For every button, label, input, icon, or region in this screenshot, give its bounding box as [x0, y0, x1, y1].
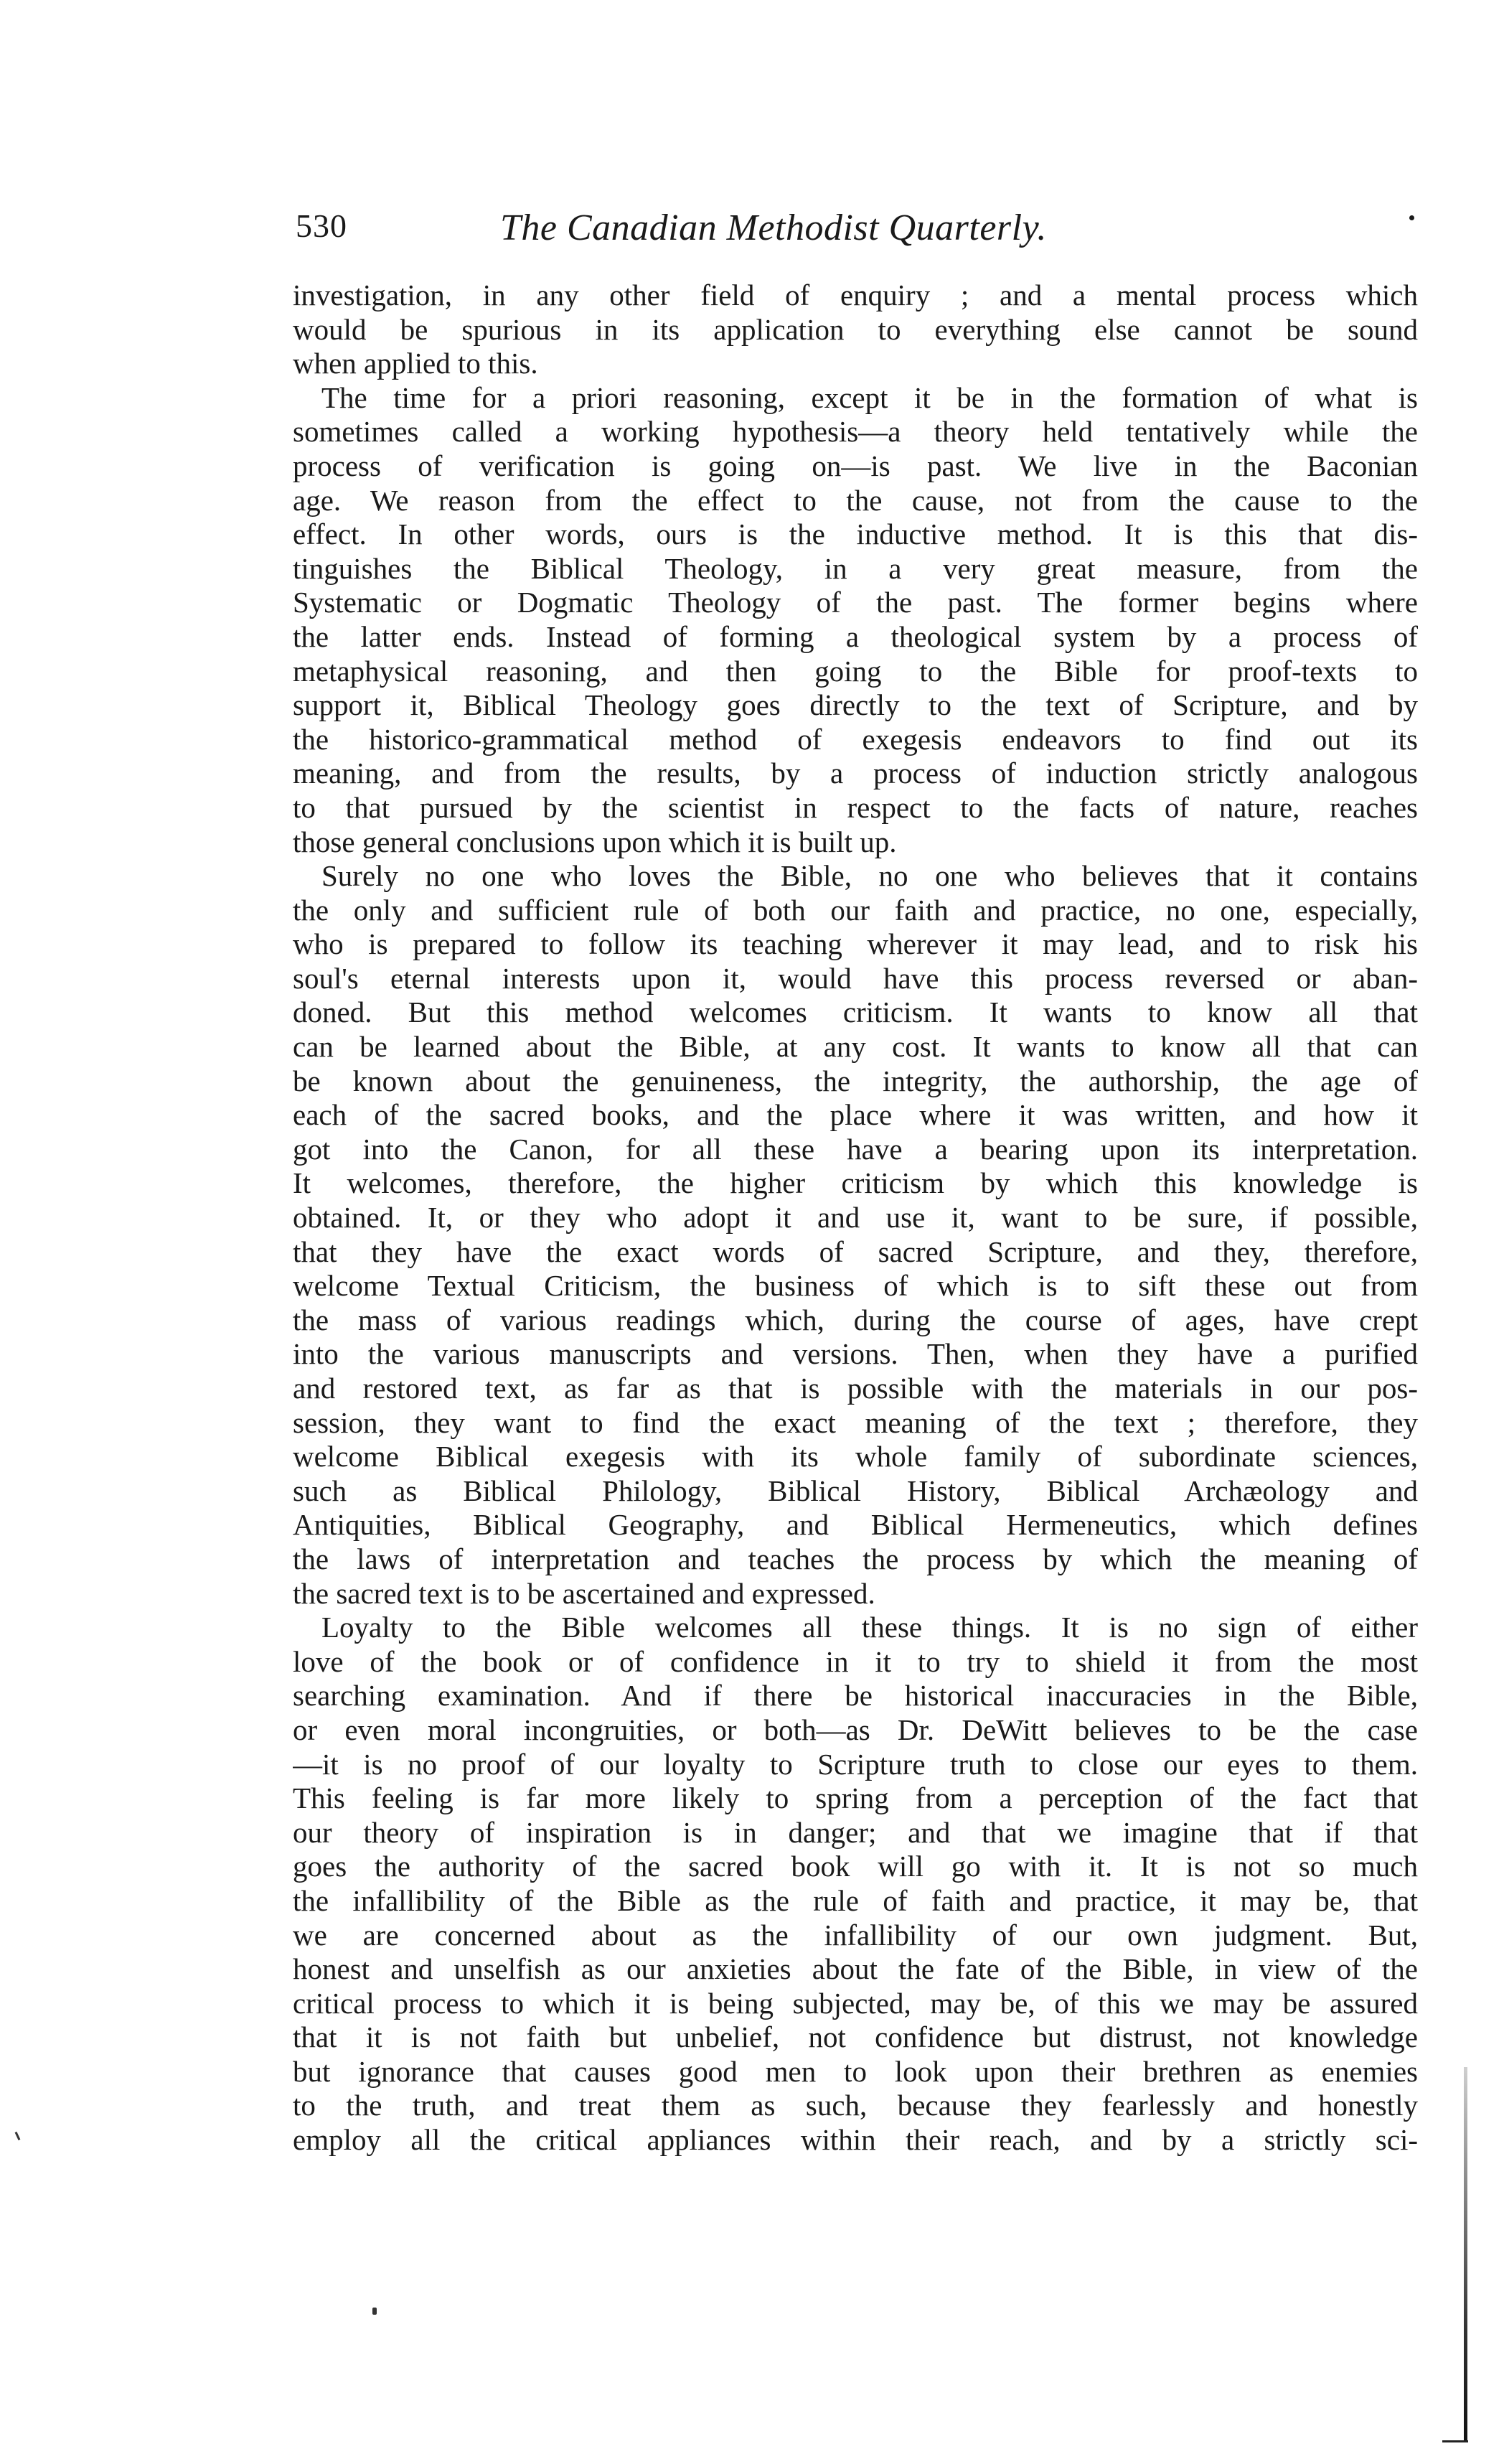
stray-mark	[15, 2132, 21, 2140]
text-line: metaphysical reasoning, and then going to the Bible for proof-texts to	[293, 654, 1418, 688]
text-line: our theory of inspiration is in danger; and that we imagine that if that	[293, 1815, 1418, 1849]
text-line: can be learned about the Bible, at any cost. It wants to know all that can	[293, 1030, 1418, 1064]
text-line: sometimes called a working hypothesis—a theory held tentatively while the	[293, 415, 1418, 449]
text-line: those general conclusions upon which it is built up.	[293, 825, 897, 858]
text-line: process of verification is going on—is past. We live in the Baconian	[293, 449, 1418, 482]
text-line: that it is not faith but unbelief, not confidence but distrust, not knowledge	[293, 2020, 1418, 2054]
text-line: we are concerned about as the infallibility of our own judgment. But,	[293, 1918, 1418, 1952]
text-line: age. We reason from the effect to the cause, not from the cause to the	[293, 483, 1418, 517]
text-line: meaning, and from the results, by a process of induction strictly analogous	[293, 756, 1418, 790]
running-title: The Canadian Methodist Quarterly.	[500, 207, 1047, 248]
text-line: Systematic or Dogmatic Theology of the past. The former begins where	[293, 586, 1418, 619]
text-line: This feeling is far more likely to spring from a perception of the fact that	[293, 1781, 1418, 1815]
text-line: It welcomes, therefore, the higher criticism by which this knowledge is	[293, 1166, 1418, 1200]
text-line: obtained. It, or they who adopt it and use it, want to be sure, if possible,	[293, 1201, 1418, 1235]
text-line: to that pursued by the scientist in respect to the facts of nature, reaches	[293, 790, 1418, 824]
text-line: welcome Biblical exegesis with its whole family of subordinate sciences,	[293, 1440, 1418, 1474]
text-line: be known about the genuineness, the integrity, the authorship, the age of	[293, 1064, 1418, 1097]
text-line: session, they want to find the exact meaning of the text ; therefore, they	[293, 1405, 1418, 1439]
text-line: and restored text, as far as that is possible with the materials in our pos-	[293, 1372, 1418, 1405]
text-line: the infallibility of the Bible as the rule of faith and practice, it may be, that	[293, 1883, 1418, 1917]
text-line: support it, Biblical Theology goes directly to the text of Scripture, and by	[293, 688, 1418, 722]
text-line: when applied to this.	[293, 347, 538, 380]
text-line: doned. But this method welcomes criticism. It wants to know all that	[293, 996, 1418, 1029]
text-line: investigation, in any other field of enquiry ; and a mental process which	[293, 278, 1418, 311]
text-line: honest and unselfish as our anxieties about the fate of the Bible, in view of the	[293, 1952, 1418, 1986]
text-line: Surely no one who loves the Bible, no one who believes that it contains	[321, 859, 1418, 893]
text-line: would be spurious in its application to everything else cannot be sound	[293, 312, 1418, 346]
text-line: —it is no proof of our loyalty to Scripture truth to close our eyes to them.	[293, 1747, 1418, 1781]
text-line: tinguishes the Biblical Theology, in a very great measure, from the	[293, 551, 1418, 585]
text-line: got into the Canon, for all these have a bearing upon its interpretation.	[293, 1132, 1418, 1166]
page-header	[296, 207, 1415, 250]
text-line: the historico-grammatical method of exegesis endeavors to find out its	[293, 722, 1418, 756]
text-line: but ignorance that causes good men to look upon their brethren as enemies	[293, 2054, 1418, 2088]
text-line: the sacred text is to be ascertained and expressed.	[293, 1576, 875, 1610]
text-line: the latter ends. Instead of forming a theological system by a process of	[293, 619, 1418, 653]
text-line: effect. In other words, ours is the inductive method. It is this that dis-	[293, 517, 1418, 551]
text-line: the only and sufficient rule of both our faith and practice, no one, especially,	[293, 893, 1418, 927]
header-dot	[1409, 215, 1414, 220]
text-line: Antiquities, Biblical Geography, and Biblical Hermeneutics, which defines	[293, 1508, 1418, 1542]
text-line: who is prepared to follow its teaching wherever it may lead, and to risk his	[293, 927, 1418, 961]
text-line: into the various manuscripts and versions. Then, when they have a purified	[293, 1337, 1418, 1371]
text-line: welcome Textual Criticism, the business of which is to sift these out from	[293, 1269, 1418, 1303]
text-line: soul's eternal interests upon it, would have this process reversed or aban-	[293, 961, 1418, 995]
text-line: Loyalty to the Bible welcomes all these things. It is no sign of either	[321, 1611, 1418, 1644]
text-line: to the truth, and treat them as such, because they fearlessly and honestly	[293, 2089, 1418, 2122]
text-line: critical process to which it is being subjected, may be, of this we may be assured	[293, 1986, 1418, 2020]
text-line: employ all the critical appliances within their reach, and by a strictly sci-	[293, 2123, 1418, 2157]
text-line: the mass of various readings which, during the course of ages, have crept	[293, 1303, 1418, 1336]
text-line: the laws of interpretation and teaches the process by which the meaning of	[293, 1542, 1418, 1575]
margin-tick	[1442, 2440, 1468, 2442]
text-line: The time for a priori reasoning, except it be in the formation of what is	[321, 380, 1418, 414]
stray-mark	[372, 2308, 377, 2315]
text-line: love of the book or of confidence in it to try to shield it from the most	[293, 1644, 1418, 1678]
text-line: each of the sacred books, and the place where it was written, and how it	[293, 1098, 1418, 1132]
text-line: searching examination. And if there be historical inaccuracies in the Bible,	[293, 1679, 1418, 1713]
margin-rule	[1464, 2067, 1467, 2440]
body-text	[293, 278, 1418, 2158]
text-line: goes the authority of the sacred book will go with it. It is not so much	[293, 1850, 1418, 1883]
text-line: or even moral incongruities, or both—as Dr. DeWitt believes to be the case	[293, 1713, 1418, 1746]
text-line: that they have the exact words of sacred Scripture, and they, therefore,	[293, 1235, 1418, 1268]
page-number: 530	[296, 207, 347, 244]
text-line: such as Biblical Philology, Biblical History, Biblical Archæology and	[293, 1474, 1418, 1507]
